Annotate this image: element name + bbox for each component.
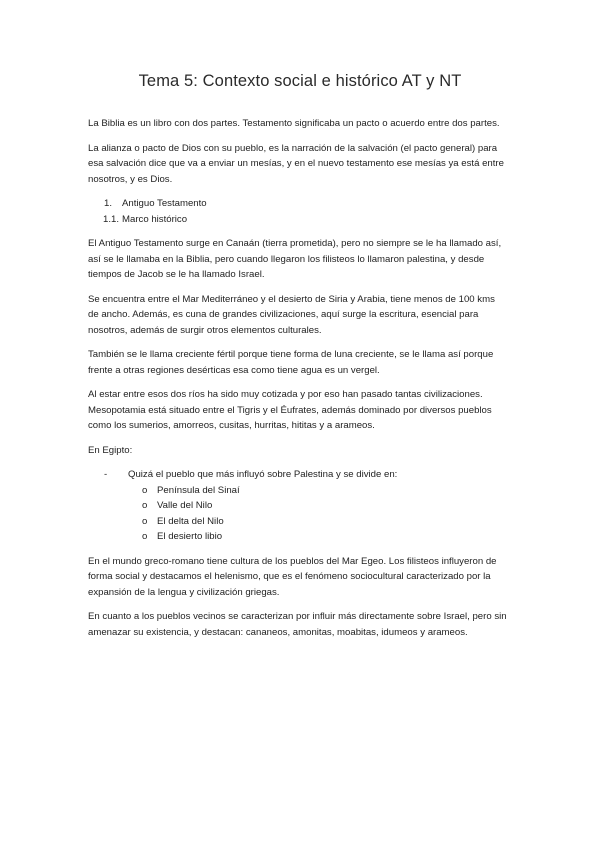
list-number: 1.1. [103,213,120,225]
dash-bullet: - [104,469,108,480]
circle-bullet: o [142,515,148,527]
paragraph-egipto-heading: En Egipto: [88,444,133,456]
list-item [88,483,508,499]
paragraph-ubicacion: Se encuentra entre el Mar Mediterráneo y el desierto de Siria y Arabia, tiene menos de 100 kms de ancho. Además, es cuna de grandes civilizaciones, aquí surge la escritura, esencial para nosotros, además de surgir otros elementos culturales. [88,293,495,336]
list-item-text: Antiguo Testamento [122,198,207,209]
egypt-sublist [88,483,508,545]
list-item [88,498,508,514]
list-number: 1. [104,198,113,209]
list-item-text: El delta del Nilo [157,515,224,527]
paragraph-greco-romano: En el mundo greco-romano tiene cultura de los pueblos del Mar Egeo. Los filisteos influyeron de forma social y destacamos el helenismo, que es el fenómeno sociocultural caracterizado por la expansión de la lengua y civilización griegas. [88,555,497,598]
paragraph-creciente-fertil: También se le llama creciente fértil porque tiene forma de luna creciente, se le llama así porque frente a otras regiones desérticas esa como tiene agua es un vergel. [88,349,494,376]
list-item [88,529,508,545]
list-item-text: Valle del Nilo [157,500,213,511]
numbered-item-marco-historico [88,212,508,228]
list-item-text: Península del Sinaí [157,484,240,496]
circle-bullet: o [142,500,148,511]
paragraph-canaan: El Antiguo Testamento surge en Canaán (tierra prometida), pero no siempre se le ha llamado así, así se le llamaba en la Biblia, pero cuando llegaron los filisteos lo llamaron palestina, y desde tiempos de Jacob se le ha llamado Israel. [88,238,502,280]
paragraph-mesopotamia: Al estar entre esos dos ríos ha sido muy cotizada y por eso han pasado tantas civilizaciones. Mesopotamia está situado entre el Tigris y el Éufrates, además dominado por diversos pueblos como los sumerios, amorreos, cusitas, hurritas, hititas y a arameos. [88,389,492,431]
paragraph-pueblos-vecinos: En cuanto a los pueblos vecinos se caracterizan por influir más directamente sobre Israel, pero sin amenazar su existencia, y destacan: cananeos, amonitas, moabitas, idumeos y arameos. [88,611,507,638]
circle-bullet: o [142,531,148,542]
page-title: Tema 5: Contexto social e histórico AT y NT [138,72,462,90]
dash-item-text: Quizá el pueblo que más influyó sobre Palestina y se divide en: [128,469,398,480]
circle-bullet: o [142,484,148,496]
list-item-text: Marco histórico [122,213,188,225]
paragraph-intro: La Biblia es un libro con dos partes. Testamento significaba un pacto o acuerdo entre dos partes. [88,118,500,129]
numbered-item-antiguo-testamento [88,196,508,212]
list-item [88,514,508,530]
document-body [88,116,508,649]
dash-list-item [88,467,508,483]
list-item-text: El desierto libio [157,531,223,542]
paragraph-alianza: La alianza o pacto de Dios con su pueblo, es la narración de la salvación (el pacto general) para esa salvación dice que va a enviar un mesías, y en el nuevo testamento ese mesías ya está entre nosotros, y es Dios. [88,142,504,185]
